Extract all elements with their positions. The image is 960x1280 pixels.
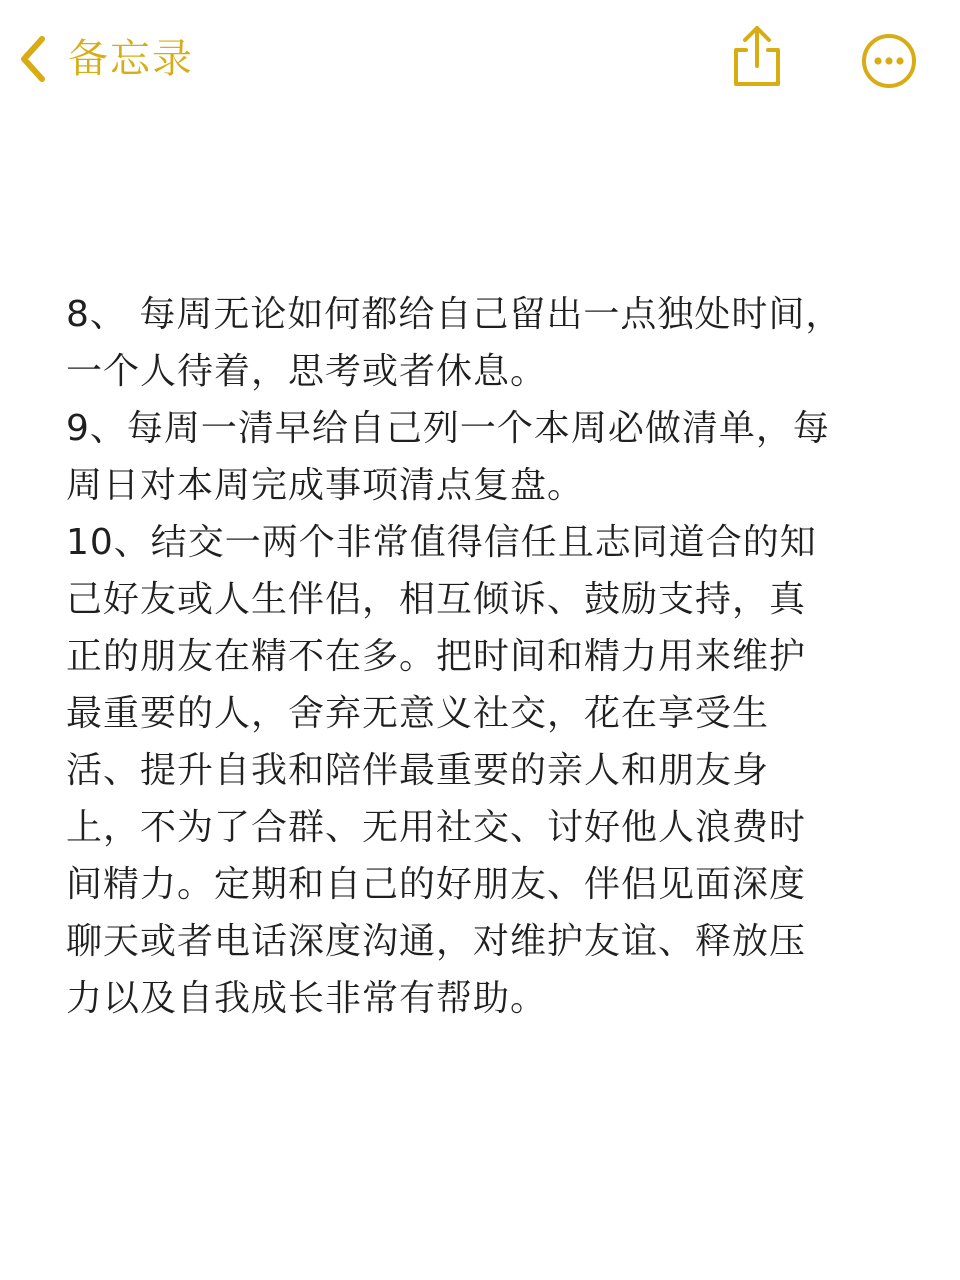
chevron-left-icon: [18, 35, 48, 83]
note-content[interactable]: [66, 286, 896, 1027]
share-icon: [726, 75, 788, 94]
note-paragraph-9: 9、每周一清早给自己列一个本周必做清单，每 周日对本周完成事项清点复盘。: [66, 408, 830, 506]
back-button-label: 备忘录: [68, 36, 194, 82]
more-button[interactable]: [860, 32, 918, 90]
back-button[interactable]: [18, 28, 194, 90]
note-paragraph-10: 10、结交一两个非常值得信任且志同道合的知 己好友或人生伴侣，相互倾诉、鼓励支持，真 正的朋友在精不在多。把时间和精力用来维护 最重要的人，舍弃无意义社交，花在享受生 活、提升自我和陪伴最重要的亲人和朋友身 上，不为了合群、无用社交、讨好他人浪费时 间精力。定期和自己的好朋友、伴侣见面深度 聊天或者电话深度沟通，对维护友谊、释放压 力以及自我成长非常有帮助。: [66, 522, 817, 1019]
more-icon: [860, 75, 918, 94]
navigation-bar: [0, 0, 960, 120]
note-paragraph-8: 8、 每周无论如何都给自己留出一点独处时间， 一个人待着，思考或者休息。: [66, 294, 843, 392]
share-button[interactable]: [726, 24, 788, 90]
